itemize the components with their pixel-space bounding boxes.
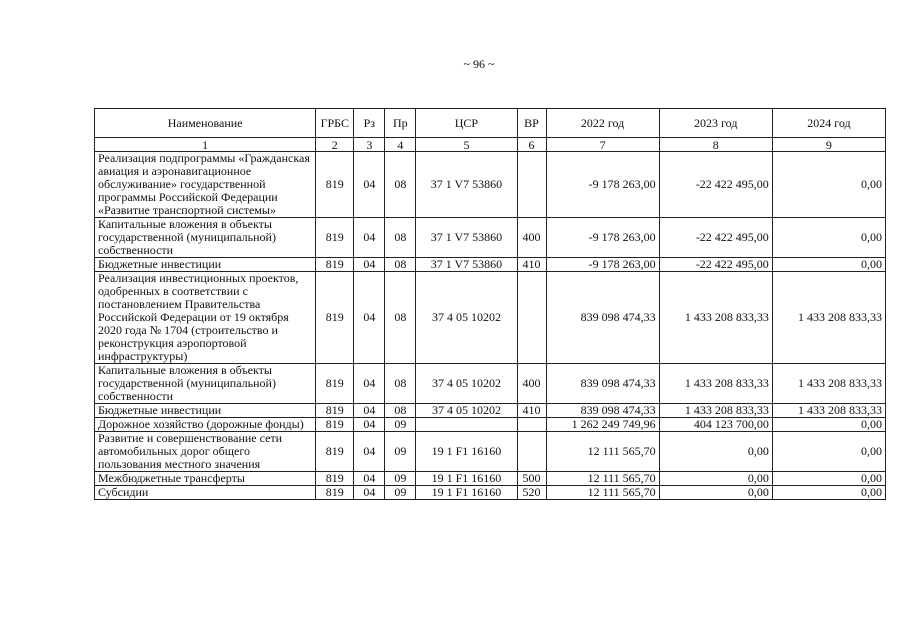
row-amount-2024: 1 433 208 833,33 <box>772 364 885 404</box>
row-amount-2024: 0,00 <box>772 258 885 272</box>
row-name: Развитие и совершенствование сети автомобильных дорог общего пользования местного значения <box>95 432 316 472</box>
row-vr: 400 <box>517 218 546 258</box>
header-pr: Пр <box>385 109 416 138</box>
row-vr <box>517 272 546 364</box>
table-row <box>95 472 886 486</box>
row-name: Бюджетные инвестиции <box>95 404 316 418</box>
row-amount-2023: 0,00 <box>659 472 772 486</box>
row-rz: 04 <box>354 258 385 272</box>
row-name: Капитальные вложения в объекты государственной (муниципальной) собственности <box>95 364 316 404</box>
row-csr <box>416 418 517 432</box>
header-csr: ЦСР <box>416 109 517 138</box>
table-row <box>95 404 886 418</box>
row-rz: 04 <box>354 152 385 218</box>
table-row <box>95 486 886 500</box>
column-index: 6 <box>517 138 546 152</box>
row-rz: 04 <box>354 404 385 418</box>
header-name: Наименование <box>95 109 316 138</box>
row-amount-2024: 1 433 208 833,33 <box>772 404 885 418</box>
column-index: 7 <box>546 138 659 152</box>
row-amount-2023: -22 422 495,00 <box>659 152 772 218</box>
row-csr: 37 4 05 10202 <box>416 364 517 404</box>
header-2024: 2024 год <box>772 109 885 138</box>
row-grbs: 819 <box>316 486 354 500</box>
row-amount-2023: 0,00 <box>659 432 772 472</box>
row-amount-2024: 0,00 <box>772 432 885 472</box>
row-amount-2022: 1 262 249 749,96 <box>546 418 659 432</box>
row-vr: 500 <box>517 472 546 486</box>
row-csr: 37 4 05 10202 <box>416 404 517 418</box>
row-vr: 410 <box>517 404 546 418</box>
column-index-row <box>95 138 886 152</box>
row-name: Капитальные вложения в объекты государственной (муниципальной) собственности <box>95 218 316 258</box>
row-amount-2022: 839 098 474,33 <box>546 272 659 364</box>
row-csr: 37 1 V7 53860 <box>416 152 517 218</box>
row-amount-2022: -9 178 263,00 <box>546 258 659 272</box>
row-amount-2023: 0,00 <box>659 486 772 500</box>
row-name: Межбюджетные трансферты <box>95 472 316 486</box>
row-vr <box>517 432 546 472</box>
row-rz: 04 <box>354 218 385 258</box>
row-amount-2022: 12 111 565,70 <box>546 486 659 500</box>
table-row <box>95 152 886 218</box>
row-csr: 19 1 F1 16160 <box>416 486 517 500</box>
row-grbs: 819 <box>316 258 354 272</box>
header-grbs: ГРБС <box>316 109 354 138</box>
column-index: 3 <box>354 138 385 152</box>
table-row <box>95 364 886 404</box>
row-pr: 09 <box>385 486 416 500</box>
header-2023: 2023 год <box>659 109 772 138</box>
row-pr: 09 <box>385 432 416 472</box>
header-row <box>95 109 886 138</box>
column-index: 4 <box>385 138 416 152</box>
row-name: Реализация подпрограммы «Гражданская авиация и аэронавигационное обслуживание» государственной программы Российской Федерации «Развитие транспортной системы» <box>95 152 316 218</box>
row-pr: 09 <box>385 418 416 432</box>
header-rz: Рз <box>354 109 385 138</box>
column-index: 8 <box>659 138 772 152</box>
row-amount-2024: 0,00 <box>772 418 885 432</box>
row-amount-2024: 0,00 <box>772 218 885 258</box>
row-grbs: 819 <box>316 364 354 404</box>
row-amount-2023: 404 123 700,00 <box>659 418 772 432</box>
row-grbs: 819 <box>316 218 354 258</box>
table-row <box>95 272 886 364</box>
row-vr: 410 <box>517 258 546 272</box>
row-vr <box>517 418 546 432</box>
row-amount-2023: 1 433 208 833,33 <box>659 364 772 404</box>
table-body <box>95 152 886 500</box>
row-amount-2024: 0,00 <box>772 152 885 218</box>
row-name: Бюджетные инвестиции <box>95 258 316 272</box>
row-rz: 04 <box>354 432 385 472</box>
row-rz: 04 <box>354 272 385 364</box>
row-pr: 08 <box>385 272 416 364</box>
row-grbs: 819 <box>316 404 354 418</box>
row-amount-2022: 839 098 474,33 <box>546 364 659 404</box>
row-amount-2022: 839 098 474,33 <box>546 404 659 418</box>
header-vr: ВР <box>517 109 546 138</box>
table-row <box>95 418 886 432</box>
row-grbs: 819 <box>316 472 354 486</box>
row-rz: 04 <box>354 486 385 500</box>
row-pr: 08 <box>385 404 416 418</box>
row-amount-2022: -9 178 263,00 <box>546 218 659 258</box>
row-amount-2022: 12 111 565,70 <box>546 472 659 486</box>
row-rz: 04 <box>354 472 385 486</box>
row-csr: 19 1 F1 16160 <box>416 432 517 472</box>
row-name: Реализация инвестиционных проектов, одобренных в соответствии с постановлением Правительства Российской Федерации от 19 октября 2020 года № 1704 (строительство и реконструкция аэропортовой инфраструктуры) <box>95 272 316 364</box>
table-row <box>95 432 886 472</box>
row-pr: 08 <box>385 258 416 272</box>
row-csr: 19 1 F1 16160 <box>416 472 517 486</box>
column-index: 9 <box>772 138 885 152</box>
row-name: Субсидии <box>95 486 316 500</box>
row-grbs: 819 <box>316 432 354 472</box>
row-amount-2024: 0,00 <box>772 472 885 486</box>
row-csr: 37 4 05 10202 <box>416 272 517 364</box>
row-grbs: 819 <box>316 418 354 432</box>
row-csr: 37 1 V7 53860 <box>416 258 517 272</box>
table-row <box>95 218 886 258</box>
row-amount-2023: 1 433 208 833,33 <box>659 404 772 418</box>
page-number: ~ 96 ~ <box>463 57 495 71</box>
row-amount-2023: -22 422 495,00 <box>659 258 772 272</box>
row-amount-2023: 1 433 208 833,33 <box>659 272 772 364</box>
row-pr: 09 <box>385 472 416 486</box>
row-rz: 04 <box>354 364 385 404</box>
row-amount-2022: -9 178 263,00 <box>546 152 659 218</box>
row-grbs: 819 <box>316 272 354 364</box>
row-vr <box>517 152 546 218</box>
column-index: 2 <box>316 138 354 152</box>
column-index: 1 <box>95 138 316 152</box>
row-pr: 08 <box>385 364 416 404</box>
row-amount-2024: 0,00 <box>772 486 885 500</box>
row-pr: 08 <box>385 218 416 258</box>
row-pr: 08 <box>385 152 416 218</box>
row-vr: 520 <box>517 486 546 500</box>
header-2022: 2022 год <box>546 109 659 138</box>
row-amount-2024: 1 433 208 833,33 <box>772 272 885 364</box>
row-name: Дорожное хозяйство (дорожные фонды) <box>95 418 316 432</box>
row-grbs: 819 <box>316 152 354 218</box>
row-rz: 04 <box>354 418 385 432</box>
row-amount-2023: -22 422 495,00 <box>659 218 772 258</box>
column-index: 5 <box>416 138 517 152</box>
budget-table <box>94 108 886 500</box>
row-amount-2022: 12 111 565,70 <box>546 432 659 472</box>
row-csr: 37 1 V7 53860 <box>416 218 517 258</box>
table-row <box>95 258 886 272</box>
row-vr: 400 <box>517 364 546 404</box>
